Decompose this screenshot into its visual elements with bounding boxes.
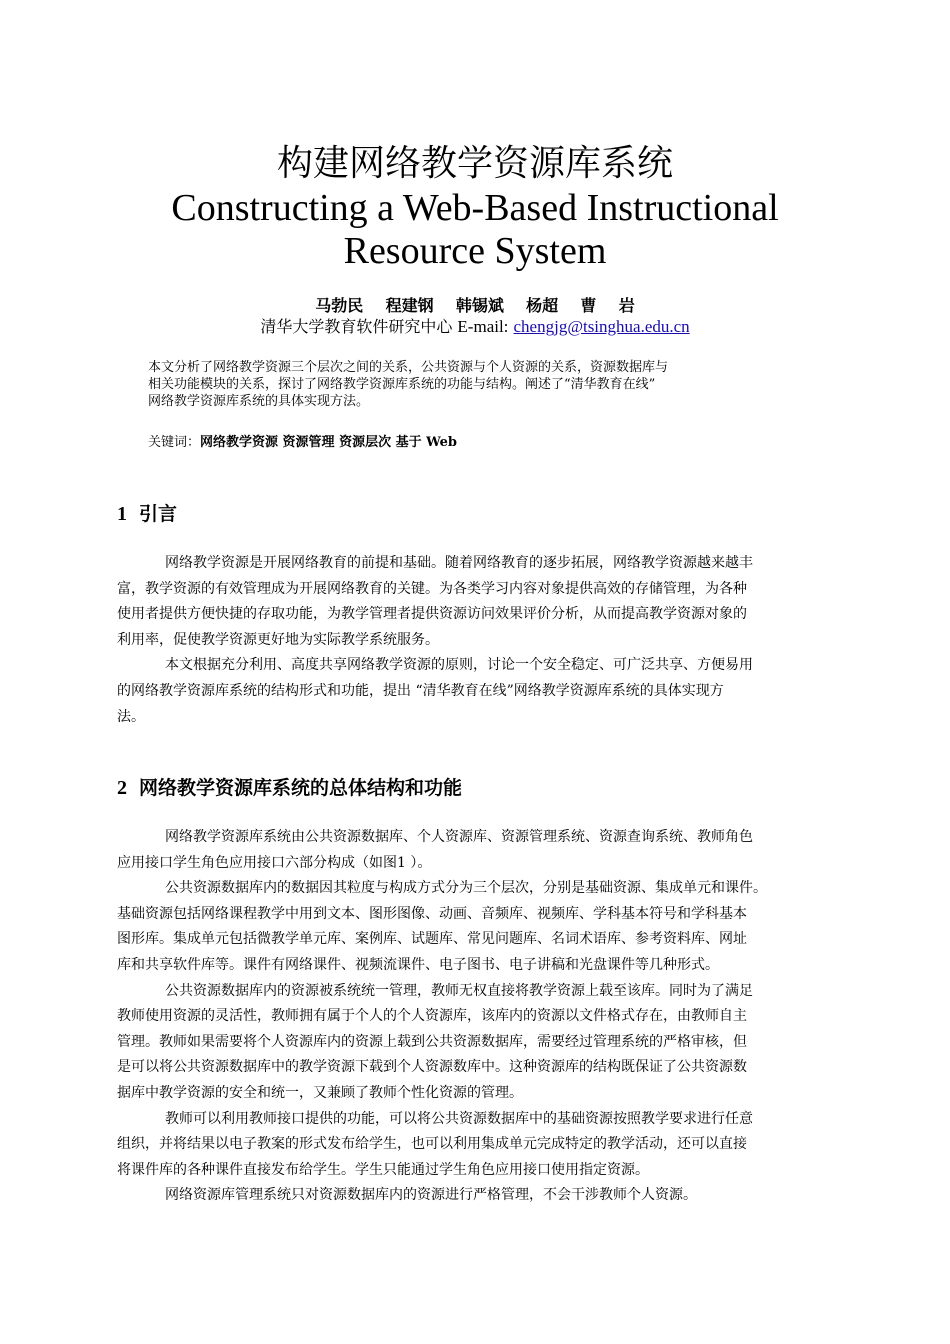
paragraph-line: 库和共享软件库等。课件有网络课件、视频流课件、电子图书、电子讲稿和光盘课件等几种形式。 [117,956,719,973]
abstract-line: 网络教学资源库系统的具体实现方法。 [148,394,370,409]
abstract [148,359,808,410]
paragraph-line: 公共资源数据库内的资源被系统统一管理，教师无权直接将教学资源上载至该库。同时为了满足 [165,982,753,999]
section-heading [117,501,177,527]
section-number: 1 [117,503,127,525]
paragraph-line: 公共资源数据库内的数据因其粒度与构成方式分为三个层次，分别是基础资源、集成单元和课件。 [165,880,767,897]
section-body [117,551,847,730]
paragraph-line: 将课件库的各种课件直接发布给学生。学生只能通过学生角色应用接口使用指定资源。 [117,1161,649,1178]
abstract-line: 本文分析了网络教学资源三个层次之间的关系，公共资源与个人资源的关系，资源数据库与 [148,360,669,375]
email-label: E-mail: [457,317,509,336]
paragraph-line: 图形库。集成单元包括微教学单元库、案例库、试题库、常见问题库、名词术语库、参考资料库、网址 [117,931,747,948]
paragraph-line: 网络教学资源库系统由公共资源数据库、个人资源库、资源管理系统、资源查询系统、教师角色 [165,829,753,845]
paragraph-line: 利用率，促使教学资源更好地为实际教学系统服务。 [117,631,439,648]
email-link[interactable]: chengjg@tsinghua.edu.cn [513,317,690,336]
paragraph-line: 教师使用资源的灵活性，教师拥有属于个人的个人资源库，该库内的资源以文件格式存在，由教师自主 [117,1008,747,1025]
paragraph-line: 管理。教师如果需要将个人资源库内的资源上载到公共资源数据库，需要经过管理系统的严格审核，但 [117,1033,747,1050]
paragraph-line: 是可以将公共资源数据库中的教学资源下载到个人资源数库中。这种资源库的结构既保证了公共资源数 [117,1059,747,1076]
section-title: 引言 [139,503,178,525]
paragraph-line: 的网络教学资源库系统的结构形式和功能，提出 “清华教育在线”网络教学资源库系统的具体实现方 [117,682,724,699]
section-body [117,825,847,1209]
keywords [148,434,457,452]
paragraph-line: 本文根据充分利用、高度共享网络教学资源的原则，讨论一个安全稳定、可广泛共享、方便易用 [165,657,753,674]
abstract-line: 相关功能模块的关系，探讨了网络教学资源库系统的功能与结构。阐述了“清华教育在线” [148,377,656,392]
paragraph-line: 法。 [117,708,145,725]
authors: 马勃民 程建钢 韩锡斌 杨超 曹 岩 [315,296,635,315]
paragraph-line: 基础资源包括网络课程教学中用到文本、图形图像、动画、音频库、视频库、学科基本符号和学科基本 [117,905,747,922]
paragraph-line: 组织，并将结果以电子教案的形式发布给学生，也可以利用集成单元完成特定的教学活动，还可以直接 [117,1136,747,1153]
paragraph-line: 富，教学资源的有效管理成为开展网络教育的关键。为各类学习内容对象提供高效的存储管理，为各种 [117,580,747,597]
paragraph-line: 教师可以利用教师接口提供的功能，可以将公共资源数据库中的基础资源按照教学要求进行任意 [165,1110,753,1127]
section-heading [117,775,462,801]
paragraph-line: 据库中教学资源的安全和统一，又兼顾了教师个性化资源的管理。 [117,1084,523,1101]
keywords-value: 网络教学资源 资源管理 资源层次 基于 Web [200,435,458,450]
paragraph-line: 网络资源库管理系统只对资源数据库内的资源进行严格管理，不会干涉教师个人资源。 [165,1187,697,1204]
affiliation-line [0,316,950,338]
title-english-line-1: Constructing a Web-Based Instructional [171,187,779,229]
section-number: 2 [117,777,127,799]
section-title: 网络教学资源库系统的总体结构和功能 [139,777,463,799]
paragraph-line: 网络教学资源是开展网络教育的前提和基础。随着网络教育的逐步拓展，网络教学资源越来越丰 [165,555,753,571]
keywords-label: 关键词： [148,435,201,450]
affiliation: 清华大学教育软件研究中心 [260,317,453,336]
title-chinese: 构建网络教学资源库系统 [276,143,673,184]
paragraph-line: 应用接口学生角色应用接口六部分构成（如图1 ）。 [117,854,432,871]
title-english-line-2: Resource System [343,230,607,272]
paragraph-line: 使用者提供方便快捷的存取功能，为教学管理者提供资源访问效果评价分析，从而提高教学资源对象的 [117,606,747,623]
